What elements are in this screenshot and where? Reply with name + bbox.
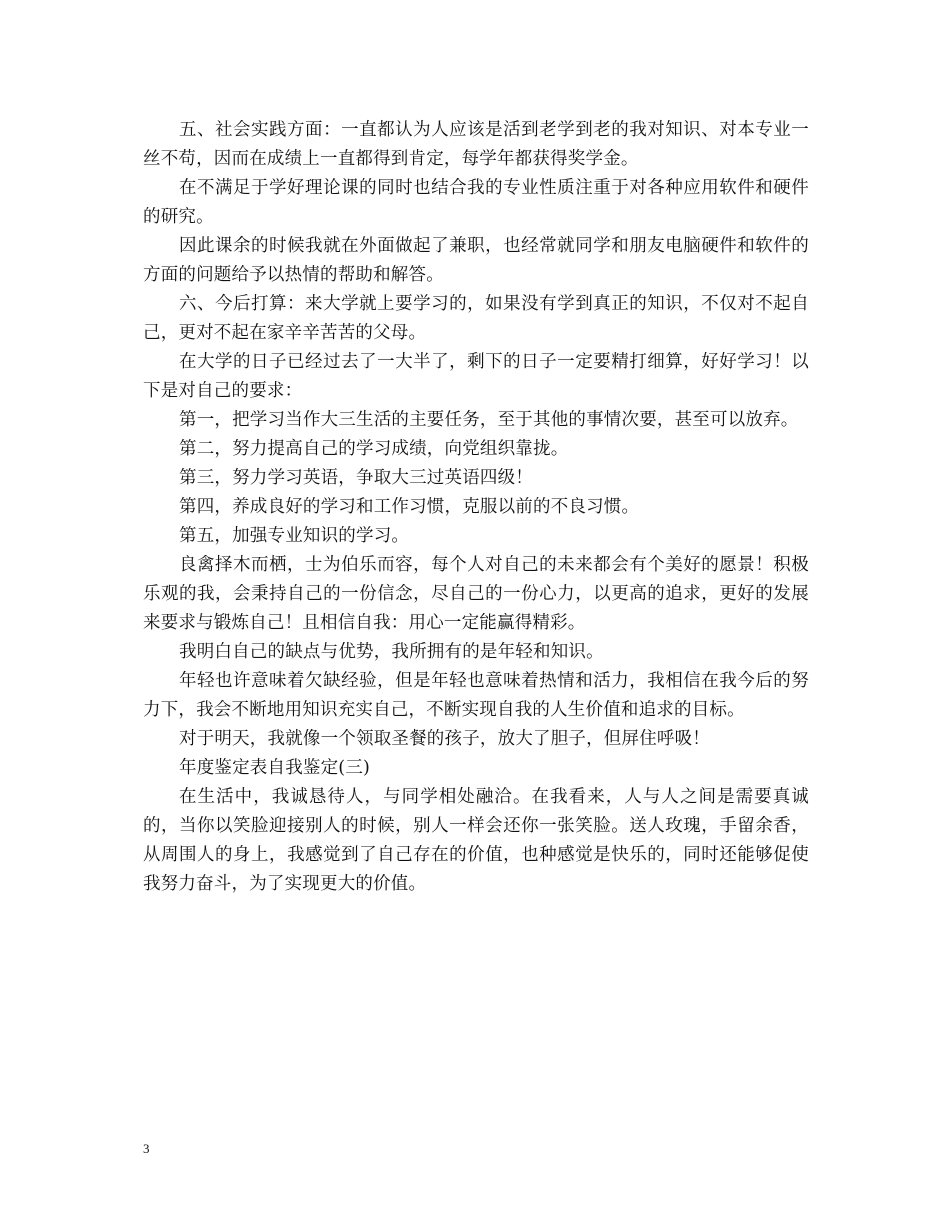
- paragraph-requirement-3: 第三，努力学习英语，争取大三过英语四级！: [179, 468, 533, 488]
- paragraph-requirement-2: 第二，努力提高自己的学习成绩，向党组织靠拢。: [179, 439, 569, 459]
- paragraph-aspiration: 良禽择木而栖，士为伯乐而容，每个人对自己的未来都会有个美好的愿景！积极乐观的我，会秉持自己的一份信念，尽自己的一份心力，以更高的追求，更好的发展来要求与锻炼自己！且相信自我：用心一定能赢得精彩。: [143, 555, 809, 633]
- paragraph-part-time-job: 因此课余的时候我就在外面做起了兼职，也经常就同学和朋友电脑硬件和软件的方面的问题给予以热情的帮助和解答。: [143, 236, 809, 285]
- document-body: [143, 116, 809, 899]
- paragraph-tomorrow: 对于明天，我就像一个领取圣餐的孩子，放大了胆子，但屏住呼吸！: [179, 729, 710, 749]
- paragraph-software-study: 在不满足于学好理论课的同时也结合我的专业性质注重于对各种应用软件和硬件的研究。: [143, 178, 809, 227]
- page-number: 3: [143, 1141, 150, 1156]
- section-heading: 年度鉴定表自我鉴定(三): [179, 758, 371, 778]
- paragraph-youth: 年轻也许意味着欠缺经验，但是年轻也意味着热情和活力，我相信在我今后的努力下，我会不断地用知识充实自己，不断实现自我的人生价值和追求的目标。: [143, 671, 809, 720]
- paragraph-requirement-5: 第五，加强专业知识的学习。: [179, 526, 410, 546]
- paragraph-future-plans: 六、今后打算：来大学就上要学习的，如果没有学到真正的知识，不仅对不起自己，更对不起在家辛辛苦苦的父母。: [143, 294, 809, 343]
- paragraph-social-practice: 五、社会实践方面：一直都认为人应该是活到老学到老的我对知识、对本专业一丝不苟，因而在成绩上一直都得到肯定，每学年都获得奖学金。: [143, 120, 809, 169]
- paragraph-requirement-1: 第一，把学习当作大三生活的主要任务，至于其他的事情次要，甚至可以放弃。: [179, 410, 799, 430]
- paragraph-requirements-intro: 在大学的日子已经过去了一大半了，剩下的日子一定要精打细算，好好学习！以下是对自己的要求：: [143, 352, 809, 401]
- paragraph-life: 在生活中，我诚恳待人，与同学相处融洽。在我看来，人与人之间是需要真诚的，当你以笑脸迎接别人的时候，别人一样会还你一张笑脸。送人玫瑰，手留余香，从周围人的身上，我感觉到了自己存在的价值，也种感觉是快乐的，同时还能够促使我努力奋斗，为了实现更大的价值。: [143, 787, 809, 894]
- paragraph-strengths: 我明白自己的缺点与优势，我所拥有的是年轻和知识。: [179, 642, 604, 662]
- paragraph-requirement-4: 第四，养成良好的学习和工作习惯，克服以前的不良习惯。: [179, 497, 640, 517]
